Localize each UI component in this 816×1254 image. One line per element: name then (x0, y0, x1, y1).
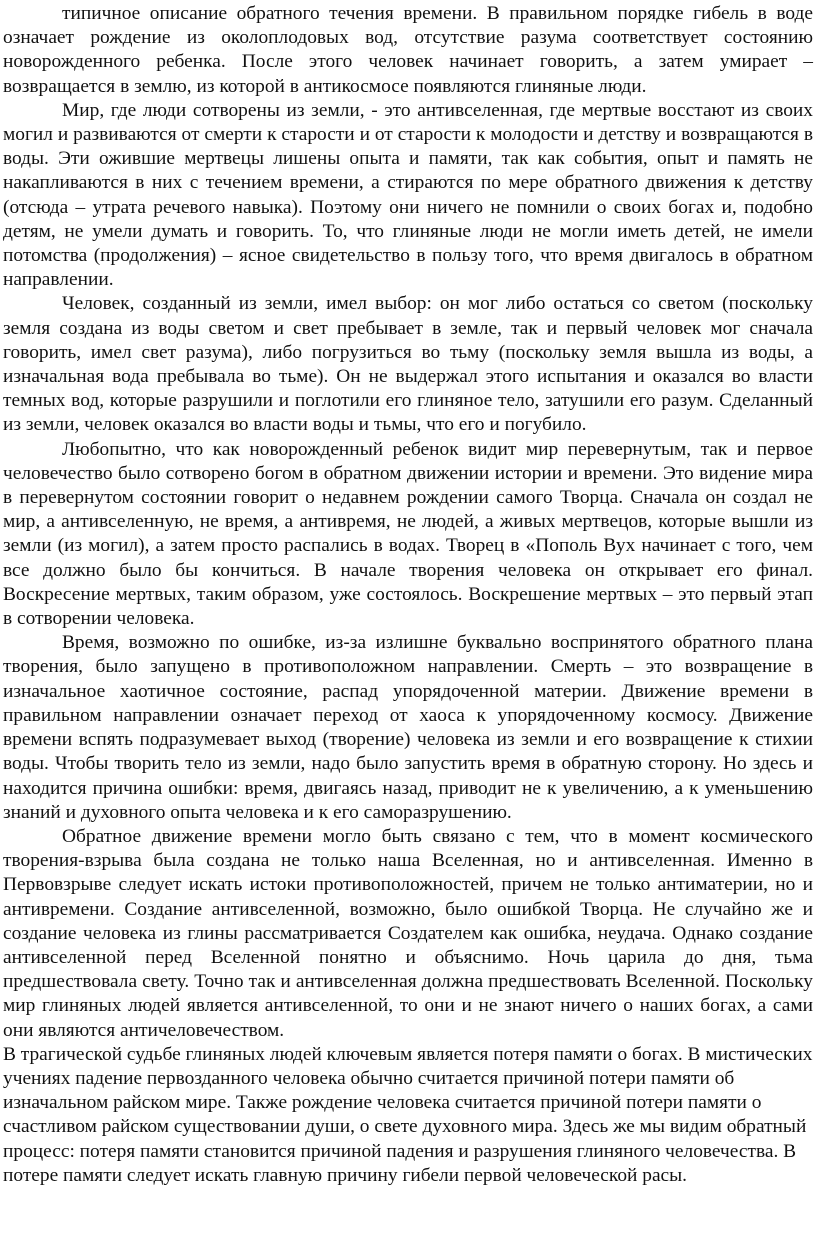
paragraph-1: типичное описание обратного течения времени. В правильном порядке гибель в воде означает рождение из околоплодовых вод, отсутствие разума соответствует состоянию новорожденного ребенка. После этого человек начинает говорить, а затем умирает – возвращается в землю, из которой в антикосмосе появляются глиняные люди. (3, 3, 813, 97)
paragraph-6: Обратное движение времени могло быть связано с тем, что в момент космического творения-взрыва была создана не только наша Вселенная, но и антивселенная. Именно в Первовзрыве следует искать истоки противоположностей, причем не только антиматерии, но и антивремени. Создание антивселенной, возможно, было ошибкой Творца. Не случайно же и создание человека из глины рассматривается Создателем как ошибка, неудача. Однако создание антивселенной перед Вселенной понятно и объяснимо. Ночь царила до дня, тьма предшествовала свету. Точно так и антивселенная должна предшествовать Вселенной. Поскольку мир глиняных людей является антивселенной, то они и не знают ничего о наших богах, а сами они являются античеловечеством. (3, 825, 813, 1041)
paragraph-2: Мир, где люди сотворены из земли, - это антивселенная, где мертвые восстают из своих могил и развиваются от смерти к старости и от старости к молодости и детству и возвращаются в воды. Эти ожившие мертвецы лишены опыта и памяти, так как события, опыт и память не накапливаются в них с течением времени, а стираются по мере обратного движения к детству (отсюда – утрата речевого навыка). Поэтому они ничего не помнили о своих богах и, подобно детям, не умели думать и говорить. То, что глиняные люди не могли иметь детей, не имели потомства (продолжения) – ясное свидетельство в пользу того, что время двигалось в обратном направлении. (3, 99, 813, 291)
paragraph-4: Любопытно, что как новорожденный ребенок видит мир перевернутым, так и первое человечество было сотворено богом в обратном движении истории и времени. Это видение мира в перевернутом состоянии говорит о недавнем рождении самого Творца. Сначала он создал не мир, а антивселенную, не время, а антивремя, не людей, а живых мертвецов, которые вышли из земли (из могил), а затем просто распались в водах. Творец в «Пополь Вух начинает с того, чем все должно было бы кончиться. В начале творения человека он открывает его финал. Воскресение мертвых, таким образом, уже состоялось. Воскрешение мертвых – это первый этап в сотворении человека. (3, 438, 813, 630)
paragraph-3: Человек, созданный из земли, имел выбор: он мог либо остаться со светом (поскольку земля создана из воды светом и свет пребывает в земле, так и первый человек мог сначала говорить, имел свет разума), либо погрузиться во тьму (поскольку земля вышла из воды, а изначальная вода пребывала во тьме). Он не выдержал этого испытания и оказался во власти темных вод, которые разрушили и поглотили его глиняное тело, затушили его разум. Сделанный из земли, человек оказался во власти воды и тьмы, что его и погубило. (3, 293, 813, 436)
paragraph-5: Время, возможно по ошибке, из-за излишне буквально воспринятого обратного плана творения, было запущено в противоположном направлении. Смерть – это возвращение в изначальное хаотичное состояние, распад упорядоченной материи. Движение времени в правильном направлении означает переход от хаоса к упорядоченному космосу. Движение времени вспять подразумевает выход (творение) человека из земли и его возвращение к стихии воды. Чтобы творить тело из земли, надо было запустить время в обратную сторону. Но здесь и находится причина ошибки: время, двигаясь назад, приводит не к увеличению, а к уменьшению знаний и духовного опыта человека и к его саморазрушению. (3, 632, 813, 823)
paragraph-7: В трагической судьбе глиняных людей ключевым является потеря памяти о богах. В мистических учениях падение первозданного человека обычно считается причиной потери памяти об изначальном райском мире. Также рождение человека считается причиной потери памяти о счастливом райском существовании души, о свете духовного мира. Здесь же мы видим обратный процесс: потеря памяти становится причиной падения и разрушения глиняного человечества. В потере памяти следует искать главную причину гибели первой человеческой расы. (3, 1043, 813, 1186)
